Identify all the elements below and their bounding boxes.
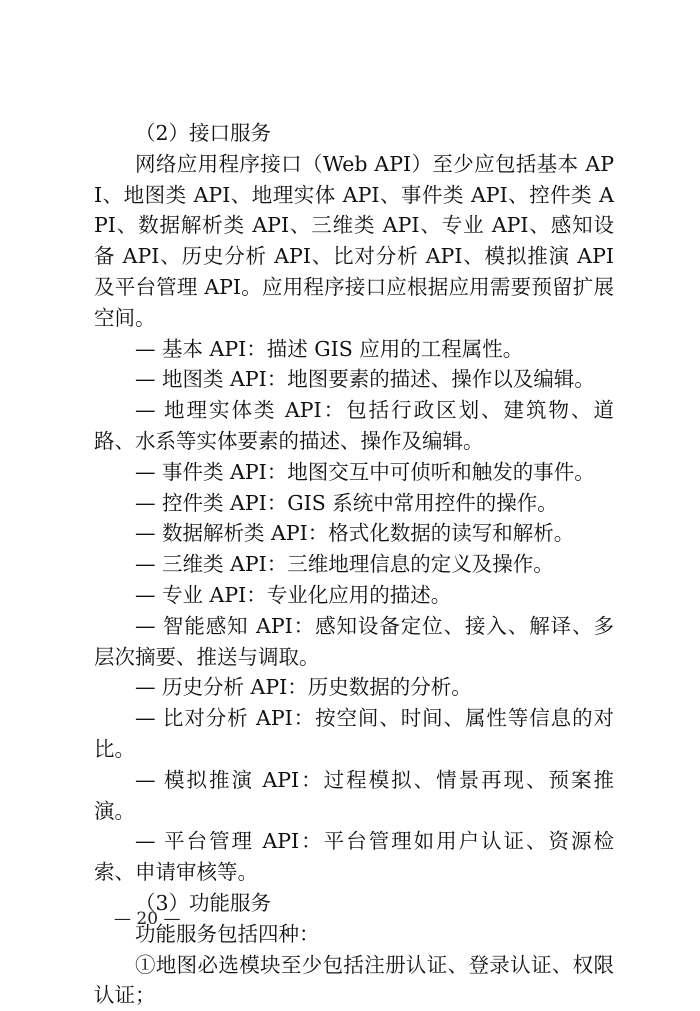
- list-item-platform-api: — 平台管理 API：平台管理如用户认证、资源检索、申请审核等。: [94, 829, 614, 885]
- list-item-map-api: — 地图类 API：地图要素的描述、操作以及编辑。: [135, 367, 595, 392]
- section-heading-function-service: （3）功能服务: [135, 890, 272, 915]
- paragraph-function-intro: 功能服务包括四种：: [135, 921, 320, 946]
- list-item-history-analysis-api: — 历史分析 API：历史数据的分析。: [135, 675, 472, 700]
- list-item-smart-sensing-api: — 智能感知 API：感知设备定位、接入、解译、多层次摘要、推送与调取。: [94, 613, 614, 669]
- section-heading-interface-service: （2）接口服务: [135, 121, 272, 145]
- paragraph-web-api-intro: 网络应用程序接口（Web API）至少应包括基本 API、地图类 API、地理实体 API、事件类 API、控件类 API、数据解析类 API、三维类 API、专业 API、感知设备 API、历史分析 API、比对分析 API、模拟推演 API 及平台管理 API。应用程序接口应根据应用需要预留扩展空间。: [94, 151, 614, 330]
- list-item-3d-api: — 三维类 API：三维地理信息的定义及操作。: [135, 552, 554, 577]
- list-item-event-api: — 事件类 API：地图交互中可侦听和触发的事件。: [135, 459, 595, 484]
- list-item-comparison-api: — 比对分析 API：按空间、时间、属性等信息的对比。: [94, 706, 614, 761]
- list-item-data-parse-api: — 数据解析类 API：格式化数据的读写和解析。: [135, 521, 575, 546]
- list-item-basic-api: — 基本 API：描述 GIS 应用的工程属性。: [135, 336, 524, 361]
- list-item-geo-entity-api: — 地理实体类 API：包括行政区划、建筑物、道路、水系等实体要素的描述、操作及编辑。: [94, 398, 614, 453]
- list-item-map-required-module: ①地图必选模块至少包括注册认证、登录认证、权限认证；: [94, 952, 614, 1008]
- page-number: — 20 —: [114, 909, 181, 929]
- list-item-professional-api: — 专业 API：专业化应用的描述。: [135, 582, 452, 607]
- list-item-simulation-api: — 模拟推演 API：过程模拟、情景再现、预案推演。: [94, 767, 614, 823]
- list-item-control-api: — 控件类 API：GIS 系统中常用控件的操作。: [135, 490, 558, 515]
- document-body: [94, 118, 614, 1011]
